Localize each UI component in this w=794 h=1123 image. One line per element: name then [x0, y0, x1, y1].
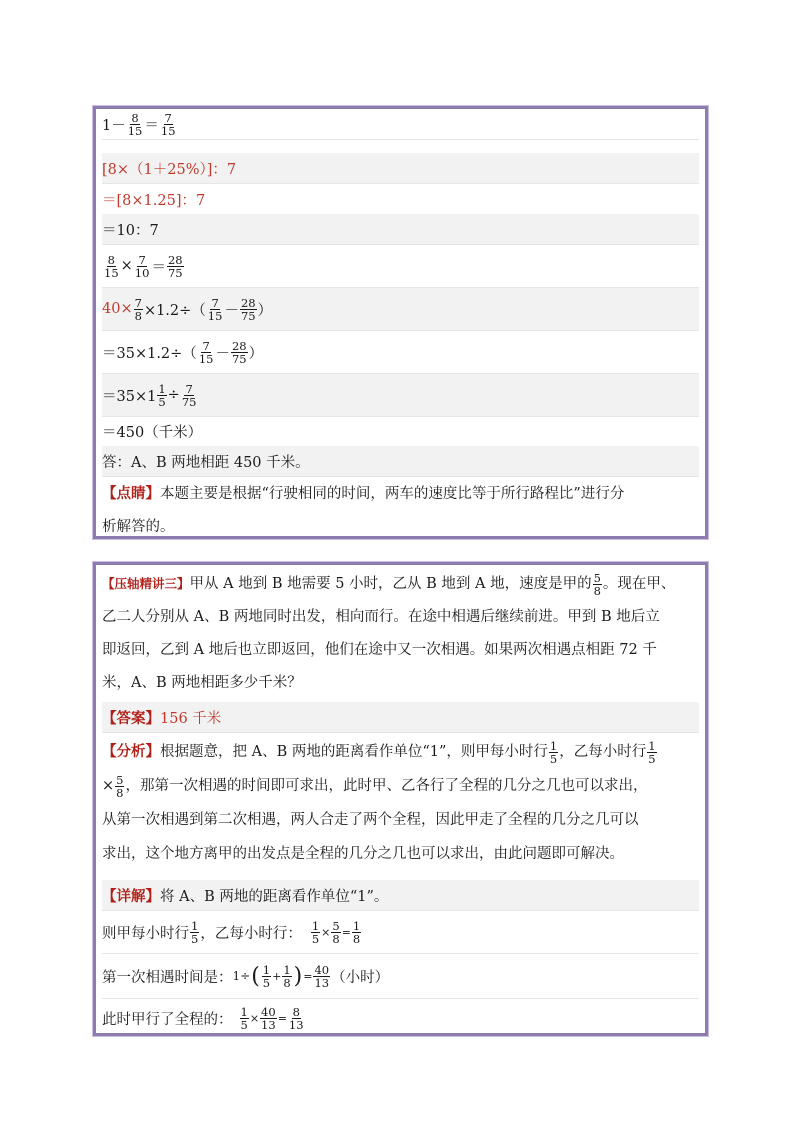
numerator: 1 — [262, 962, 271, 977]
numerator: 7 — [211, 295, 219, 310]
denominator: 15 — [207, 308, 223, 323]
answer-text: 156 千米 — [160, 710, 222, 727]
denominator: 15 — [104, 265, 119, 280]
analysis-paragraph — [102, 735, 699, 871]
text: ，乙每小时行： — [200, 925, 302, 942]
denominator: 8 — [332, 931, 340, 946]
dianjing-paragraph — [102, 477, 699, 544]
denominator: 5 — [648, 751, 656, 766]
text: ＝35×1.2÷（ — [102, 345, 197, 362]
fraction — [647, 740, 656, 765]
fraction — [103, 254, 120, 279]
numerator: 5 — [593, 570, 601, 585]
denominator: 8 — [116, 785, 124, 800]
denominator: 13 — [288, 1017, 304, 1032]
denominator: 13 — [314, 975, 330, 990]
numerator: 40 — [314, 962, 330, 977]
fraction — [127, 112, 144, 137]
fraction — [207, 297, 224, 322]
denominator: 5 — [158, 394, 166, 409]
denominator: 5 — [549, 751, 558, 766]
answer-line: 答：A、B 两地相距 450 千米。 — [102, 446, 699, 477]
numerator: 5 — [116, 772, 124, 787]
text: = — [277, 1011, 287, 1025]
denominator: 5 — [311, 931, 320, 946]
numerator: 1 — [352, 918, 361, 933]
step-line-3 — [102, 997, 699, 1039]
fraction — [134, 297, 143, 322]
detail-line — [102, 880, 699, 911]
numerator: 1 — [191, 918, 199, 933]
detail-text: 将 A、B 两地的距离看作单位“1”。 — [160, 888, 389, 905]
text: 40× — [102, 301, 133, 317]
denominator: 75 — [181, 394, 197, 409]
question-text-1: 甲从 A 地到 B 地需要 5 小时，乙从 B 地到 A 地，速度是甲的 — [189, 576, 592, 592]
denominator: 8 — [283, 975, 291, 990]
denominator: 8 — [134, 308, 142, 323]
fraction — [331, 920, 340, 945]
analysis-text-2: ，那第一次相遇的时间即可求出，此时甲、乙各行了全程的几分之几也可以求出， — [125, 778, 648, 794]
question-paragraph — [102, 567, 699, 700]
analysis-text-1: 根据题意，把 A、B 两地的距离看作单位“1”，则甲每小时行 — [160, 744, 548, 760]
step-line-1 — [102, 911, 699, 954]
text: = — [341, 925, 351, 939]
equation-line-3: ＝[8×1.25]：7 — [102, 184, 699, 215]
fraction — [115, 774, 124, 799]
paren: ) — [293, 963, 303, 989]
answer-tag: 【答案】 — [102, 709, 160, 727]
fraction — [262, 964, 271, 989]
problem-box-3 — [93, 562, 708, 1036]
text: + — [272, 969, 282, 983]
analysis-times: × — [102, 778, 115, 794]
denominator: 15 — [198, 351, 214, 366]
fraction — [157, 383, 166, 408]
numerator: 1 — [311, 918, 320, 933]
numerator: 1 — [240, 1004, 248, 1019]
denominator: 15 — [160, 123, 176, 138]
text: （小时） — [331, 969, 390, 986]
analysis-text-3: 从第一次相遇到第二次相遇，两人合走了两个全程，因此甲走了全程的几分之几可以 — [102, 812, 639, 828]
fraction — [231, 340, 248, 365]
question-text-3: 即返回，乙到 A 地后也立即返回，他们在途中又一次相遇。如果两次相遇点相距 72 千 — [102, 642, 657, 658]
analysis-text-4: 求出，这个地方离甲的出发点是全程的几分之几也可以求出，由此问题即可解决。 — [102, 846, 624, 862]
text: × — [321, 925, 331, 939]
denominator: 75 — [231, 351, 247, 366]
numerator: 28 — [240, 295, 256, 310]
fraction — [190, 920, 199, 945]
numerator: 8 — [131, 110, 139, 125]
dianjing-text-2: 析解答的。 — [102, 519, 175, 535]
fraction — [167, 254, 184, 279]
denominator: 8 — [352, 931, 361, 946]
dianjing-text: 本题主要是根据“行驶相同的时间，两车的速度比等于所行路程比”进行分 — [160, 486, 625, 502]
paren: ( — [251, 963, 260, 989]
numerator: 5 — [332, 918, 340, 933]
denominator: 13 — [261, 1017, 276, 1032]
text: － — [215, 345, 230, 362]
text: 此时甲行了全程的： — [102, 1011, 233, 1028]
step-line-2 — [102, 954, 699, 999]
numerator: 7 — [138, 252, 146, 267]
answer-line — [102, 702, 699, 733]
analysis-text-1b: ，乙每小时行 — [559, 744, 647, 760]
text: = — [303, 969, 313, 983]
fraction — [240, 297, 257, 322]
text: ＝35×1 — [102, 388, 157, 405]
fraction — [352, 920, 361, 945]
text: ） — [257, 302, 273, 319]
equation-line-4: ＝10：7 — [102, 214, 699, 245]
equation-line-8 — [102, 374, 699, 417]
fraction — [160, 112, 177, 137]
numerator: 8 — [107, 252, 115, 267]
denominator: 5 — [191, 931, 199, 946]
denominator: 75 — [240, 308, 256, 323]
text: 第一次相遇时间是： — [102, 969, 233, 986]
fraction — [198, 340, 215, 365]
fraction — [240, 1006, 249, 1031]
text: ＝ — [151, 259, 166, 276]
equation-line-5 — [102, 245, 699, 288]
solution-box-1 — [93, 106, 708, 539]
text: － — [224, 302, 239, 319]
fraction — [181, 383, 198, 408]
numerator: 1 — [648, 738, 656, 753]
equation-line-7 — [102, 331, 699, 374]
analysis-tag: 【分析】 — [102, 743, 160, 760]
text: × — [249, 1011, 260, 1025]
fraction — [134, 254, 151, 279]
numerator: 40 — [261, 1004, 276, 1019]
fraction — [282, 964, 291, 989]
denominator: 5 — [262, 975, 271, 990]
text: × — [120, 258, 133, 274]
text: 1÷ — [232, 969, 251, 983]
question-text-2: 乙二人分别从 A、B 两地同时出发，相向而行。在途中相遇后继续前进。甲到 B 地后立 — [102, 609, 660, 625]
equation-line-2: [8×（1＋25%）]：7 — [102, 153, 699, 184]
text: ＝ — [144, 117, 159, 134]
fraction — [288, 1006, 305, 1031]
equation-line-6 — [102, 288, 699, 331]
numerator: 7 — [185, 381, 193, 396]
question-text-1b: 。现在甲、 — [602, 576, 676, 592]
equation-line-1 — [102, 109, 699, 140]
numerator: 8 — [292, 1004, 300, 1019]
text: 1－ — [102, 117, 126, 134]
text: ÷ — [167, 387, 180, 403]
numerator: 28 — [167, 252, 183, 267]
fraction — [549, 740, 558, 765]
text: ） — [248, 345, 264, 362]
numerator: 1 — [158, 381, 166, 396]
text: 则甲每小时行 — [102, 925, 189, 942]
fraction — [313, 964, 330, 989]
denominator: 5 — [240, 1017, 248, 1032]
numerator: 1 — [549, 738, 558, 753]
question-text-4: 米，A、B 两地相距多少千米？ — [102, 675, 302, 691]
numerator: 28 — [231, 338, 247, 353]
detail-tag: 【详解】 — [102, 887, 160, 905]
numerator: 7 — [134, 295, 142, 310]
numerator: 1 — [283, 962, 291, 977]
numerator: 7 — [164, 110, 172, 125]
denominator: 10 — [134, 265, 150, 280]
dianjing-tag: 【点睛】 — [102, 485, 160, 502]
text: ×1.2÷（ — [143, 302, 206, 319]
denominator: 8 — [593, 583, 601, 598]
denominator: 15 — [127, 123, 143, 138]
fraction — [593, 572, 602, 597]
equation-line-9: ＝450（千米） — [102, 416, 699, 447]
fraction — [260, 1006, 277, 1031]
question-tag: 【压轴精讲三】 — [102, 576, 190, 591]
fraction — [311, 920, 320, 945]
denominator: 75 — [167, 265, 183, 280]
numerator: 7 — [202, 338, 210, 353]
